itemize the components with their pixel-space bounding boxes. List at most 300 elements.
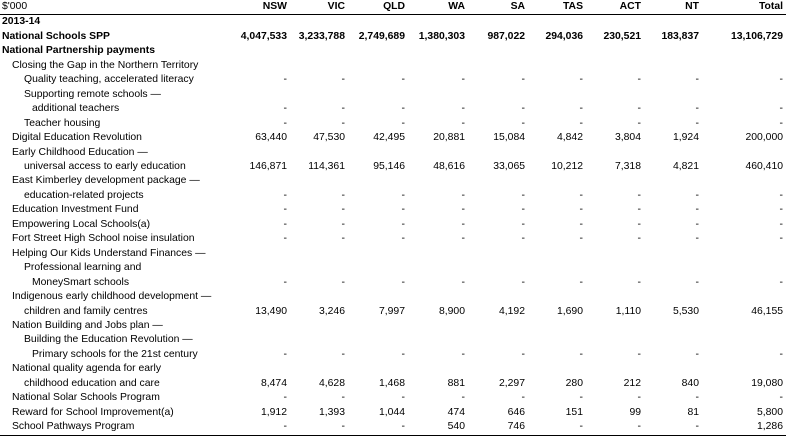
cell-vic: - [341, 348, 345, 360]
cell-nsw: - [283, 218, 287, 230]
cell-nsw: - [283, 233, 287, 245]
row-label: Professional learning and [24, 262, 142, 274]
cell-vic [290, 88, 348, 102]
cell-sa: 15,084 [493, 132, 525, 144]
cell-sa [468, 88, 528, 102]
table-row [0, 73, 786, 87]
cell-qld: - [348, 420, 408, 435]
header-row [0, 0, 786, 15]
cell-vic [290, 319, 348, 333]
cell-sa [468, 59, 528, 73]
cell-wa [408, 247, 468, 261]
column-header-total: Total [702, 0, 786, 15]
cell-qld: 1,468 [378, 377, 405, 389]
table-row [0, 261, 786, 275]
cell-total: - [779, 117, 783, 129]
cell-vic: - [341, 103, 345, 115]
table-row [0, 348, 786, 362]
cell-tas: - [579, 392, 583, 404]
cell-nt [644, 59, 702, 73]
cell-qld: 7,997 [378, 305, 405, 317]
row-label: National Schools SPP [2, 30, 110, 42]
row-label: National Solar Schools Program [12, 392, 160, 404]
cell-nsw: - [283, 392, 287, 404]
cell-nsw: 146,871 [249, 160, 287, 172]
cell-act: - [637, 189, 641, 201]
table-row [0, 189, 786, 203]
cell-act: - [637, 233, 641, 245]
cell-vic [290, 174, 348, 188]
cell-qld [348, 319, 408, 333]
table-row [0, 247, 786, 261]
table-row [0, 146, 786, 160]
cell-nsw [234, 362, 290, 376]
cell-nsw [234, 88, 290, 102]
row-label: education-related projects [24, 189, 144, 201]
cell-qld [348, 59, 408, 73]
cell-qld: - [401, 103, 405, 115]
cell-total: - [779, 392, 783, 404]
cell-nsw: - [283, 117, 287, 129]
cell-wa: - [461, 74, 465, 86]
cell-vic: 4,628 [318, 377, 345, 389]
cell-act [586, 44, 644, 58]
cell-act: - [637, 204, 641, 216]
cell-act: - [637, 348, 641, 360]
row-label: School Pathways Program [0, 420, 234, 435]
cell-nsw: - [283, 204, 287, 216]
cell-sa [468, 44, 528, 58]
cell-vic [290, 290, 348, 304]
cell-nsw [234, 261, 290, 275]
cell-nt: - [695, 348, 699, 360]
cell-qld: - [401, 233, 405, 245]
cell-sa: 746 [468, 420, 528, 435]
cell-wa: - [461, 103, 465, 115]
table-row [0, 174, 786, 188]
cell-vic [290, 247, 348, 261]
cell-nt: - [695, 233, 699, 245]
cell-nsw [234, 247, 290, 261]
cell-qld: - [401, 276, 405, 288]
cell-total [702, 44, 786, 58]
column-header-qld: QLD [348, 0, 408, 15]
cell-sa: - [521, 189, 525, 201]
cell-vic: 1,393 [318, 406, 345, 418]
cell-wa [408, 146, 468, 160]
cell-qld: - [401, 348, 405, 360]
cell-tas: - [579, 74, 583, 86]
cell-tas: - [579, 218, 583, 230]
cell-tas: - [579, 117, 583, 129]
cell-sa: - [521, 233, 525, 245]
cell-nt [644, 15, 702, 30]
table-row [0, 333, 786, 347]
cell-sa [468, 247, 528, 261]
cell-wa [408, 319, 468, 333]
cell-sa: - [521, 204, 525, 216]
cell-sa: - [521, 392, 525, 404]
cell-tas: 151 [565, 406, 583, 418]
table-row [0, 203, 786, 217]
row-label: Building the Education Revolution — [24, 334, 193, 346]
cell-wa: 20,881 [433, 132, 465, 144]
cell-qld: 42,495 [373, 132, 405, 144]
cell-act [586, 146, 644, 160]
row-label: universal access to early education [24, 160, 186, 172]
cell-act [586, 15, 644, 30]
cell-total: - [779, 348, 783, 360]
cell-nsw: 63,440 [255, 132, 287, 144]
row-label: Quality teaching, accelerated literacy [24, 74, 194, 86]
cell-tas: - [579, 276, 583, 288]
cell-act: - [637, 392, 641, 404]
cell-tas: - [579, 189, 583, 201]
cell-nsw [234, 319, 290, 333]
cell-total: 460,410 [745, 160, 783, 172]
cell-tas [528, 44, 586, 58]
cell-wa: 474 [447, 406, 465, 418]
cell-act: - [637, 218, 641, 230]
cell-nt [644, 44, 702, 58]
cell-nsw: 1,912 [260, 406, 287, 418]
cell-vic [290, 362, 348, 376]
cell-act [586, 362, 644, 376]
cell-nt: - [695, 392, 699, 404]
cell-sa: - [521, 103, 525, 115]
cell-vic: 114,361 [308, 160, 345, 172]
table-row [0, 377, 786, 391]
cell-tas: - [528, 420, 586, 435]
cell-total: - [779, 233, 783, 245]
cell-qld [348, 174, 408, 188]
cell-act [586, 88, 644, 102]
cell-wa [408, 88, 468, 102]
cell-sa [468, 362, 528, 376]
cell-tas: - [579, 103, 583, 115]
row-label: Empowering Local Schools(a) [12, 218, 151, 230]
cell-nt [644, 319, 702, 333]
cell-total: - [779, 189, 783, 201]
cell-nsw [234, 59, 290, 73]
cell-act: - [637, 103, 641, 115]
cell-tas: 10,212 [551, 160, 583, 172]
cell-nt [644, 247, 702, 261]
cell-sa: - [521, 218, 525, 230]
cell-vic: 3,246 [318, 305, 345, 317]
cell-nt [644, 333, 702, 347]
table-row [0, 232, 786, 246]
table-body [0, 15, 786, 435]
cell-act: - [637, 276, 641, 288]
cell-qld [348, 15, 408, 30]
cell-sa [468, 15, 528, 30]
cell-vic: - [341, 392, 345, 404]
cell-tas: 1,690 [556, 305, 583, 317]
cell-total [702, 174, 786, 188]
row-label: Helping Our Kids Understand Finances — [12, 247, 206, 259]
cell-sa: - [521, 74, 525, 86]
cell-act: 7,318 [614, 160, 641, 172]
cell-wa: - [461, 189, 465, 201]
cell-wa: 48,616 [433, 160, 465, 172]
cell-vic [290, 59, 348, 73]
cell-tas [528, 319, 586, 333]
cell-nt: 840 [681, 377, 699, 389]
cell-nsw: - [283, 74, 287, 86]
cell-nt: - [644, 420, 702, 435]
column-header-tas: TAS [528, 0, 586, 15]
cell-qld: - [401, 204, 405, 216]
cell-nt: 1,924 [672, 132, 699, 144]
cell-qld [348, 146, 408, 160]
cell-qld: 95,146 [373, 160, 405, 172]
cell-nt: 183,837 [661, 30, 699, 42]
column-header-sa: SA [468, 0, 528, 15]
cell-total: 19,080 [751, 377, 783, 389]
cell-total: - [779, 204, 783, 216]
cell-tas [528, 362, 586, 376]
cell-vic [290, 15, 348, 30]
cell-vic: - [341, 189, 345, 201]
cell-nsw [234, 290, 290, 304]
cell-sa [468, 290, 528, 304]
cell-wa [408, 174, 468, 188]
cell-act [586, 290, 644, 304]
cell-total [702, 146, 786, 160]
column-header-act: ACT [586, 0, 644, 15]
cell-sa [468, 333, 528, 347]
cell-total [702, 59, 786, 73]
cell-sa: 33,065 [493, 160, 525, 172]
cell-wa: - [461, 204, 465, 216]
cell-nsw [234, 174, 290, 188]
column-header-vic: VIC [290, 0, 348, 15]
cell-tas [528, 290, 586, 304]
cell-act: - [637, 117, 641, 129]
row-label: MoneySmart schools [32, 276, 130, 288]
cell-act: 3,804 [614, 132, 641, 144]
cell-vic: - [341, 117, 345, 129]
cell-act: - [637, 74, 641, 86]
table-row [0, 218, 786, 232]
cell-qld [348, 88, 408, 102]
cell-sa [468, 146, 528, 160]
cell-nt: 4,821 [672, 160, 699, 172]
cell-vic: - [341, 233, 345, 245]
cell-qld: - [401, 189, 405, 201]
cell-sa [468, 174, 528, 188]
row-label: Closing the Gap in the Northern Territory [12, 59, 199, 71]
cell-wa: 540 [408, 420, 468, 435]
cell-qld [348, 44, 408, 58]
cell-qld: - [401, 117, 405, 129]
cell-qld [348, 261, 408, 275]
cell-total: - [779, 74, 783, 86]
table-row [0, 420, 786, 435]
table-row [0, 391, 786, 405]
cell-nsw [234, 333, 290, 347]
table-row [0, 15, 786, 30]
cell-total: 200,000 [745, 132, 783, 144]
cell-nsw: 4,047,533 [240, 30, 287, 42]
cell-nt: - [695, 218, 699, 230]
row-label: East Kimberley development package — [12, 175, 200, 187]
table-row [0, 290, 786, 304]
cell-total [702, 290, 786, 304]
table-row [0, 117, 786, 131]
cell-act: 99 [629, 406, 641, 418]
cell-nsw: - [234, 420, 290, 435]
cell-sa: 2,297 [498, 377, 525, 389]
table-row [0, 30, 786, 44]
row-label: 2013-14 [2, 16, 41, 28]
cell-act: 212 [623, 377, 641, 389]
cell-total: 1,286 [702, 420, 786, 435]
table-row [0, 88, 786, 102]
cell-nt: 5,530 [672, 305, 699, 317]
cell-nt [644, 88, 702, 102]
cell-wa [408, 333, 468, 347]
cell-act [586, 319, 644, 333]
cell-total [702, 319, 786, 333]
cell-sa: - [521, 348, 525, 360]
row-label: National quality agenda for early [12, 363, 162, 375]
cell-nt [644, 261, 702, 275]
cell-qld [348, 362, 408, 376]
table-row [0, 362, 786, 376]
cell-nt: 81 [687, 406, 699, 418]
table-row [0, 44, 786, 58]
cell-total [702, 247, 786, 261]
cell-total: 5,800 [756, 406, 783, 418]
cell-tas [528, 146, 586, 160]
cell-nt [644, 174, 702, 188]
cell-act [586, 333, 644, 347]
cell-wa: - [461, 348, 465, 360]
cell-sa: 4,192 [498, 305, 525, 317]
cell-vic: 3,233,788 [298, 30, 345, 42]
cell-wa [408, 290, 468, 304]
row-label: Early Childhood Education — [12, 146, 148, 158]
cell-qld: 2,749,689 [358, 30, 405, 42]
cell-wa [408, 362, 468, 376]
cell-qld [348, 333, 408, 347]
cell-nsw [234, 146, 290, 160]
cell-vic [290, 146, 348, 160]
cell-nt: - [695, 189, 699, 201]
cell-act [586, 59, 644, 73]
cell-vic: 47,530 [313, 132, 345, 144]
cell-vic [290, 333, 348, 347]
cell-nt [644, 362, 702, 376]
cell-total: - [779, 103, 783, 115]
column-header-nt: NT [644, 0, 702, 15]
table-row [0, 305, 786, 319]
cell-nt [644, 146, 702, 160]
cell-act: 1,110 [615, 305, 641, 317]
cell-sa: - [521, 117, 525, 129]
cell-wa: - [461, 392, 465, 404]
cell-tas [528, 261, 586, 275]
row-label: Primary schools for the 21st century [32, 348, 198, 360]
cell-wa [408, 261, 468, 275]
cell-act [586, 261, 644, 275]
cell-vic: - [341, 204, 345, 216]
row-label: additional teachers [32, 103, 120, 115]
cell-total [702, 88, 786, 102]
cell-total: 13,106,729 [730, 30, 783, 42]
cell-nt: - [695, 103, 699, 115]
row-label: Teacher housing [24, 117, 101, 129]
cell-qld: - [401, 218, 405, 230]
table-row [0, 131, 786, 145]
cell-tas: - [579, 233, 583, 245]
units-label: $'000 [0, 0, 234, 15]
cell-qld: - [401, 74, 405, 86]
cell-nsw: - [283, 189, 287, 201]
row-label: Indigenous early childhood development — [12, 291, 212, 303]
cell-tas [528, 59, 586, 73]
row-label: National Partnership payments [2, 45, 156, 57]
cell-wa [408, 44, 468, 58]
row-label: Fort Street High School noise insulation [12, 233, 195, 245]
cell-vic: - [341, 276, 345, 288]
cell-nsw: 8,474 [260, 377, 287, 389]
cell-wa: 1,380,303 [418, 30, 465, 42]
cell-wa: - [461, 276, 465, 288]
table-row [0, 102, 786, 116]
cell-total [702, 333, 786, 347]
column-header-wa: WA [408, 0, 468, 15]
cell-act: - [586, 420, 644, 435]
column-header-nsw: NSW [234, 0, 290, 15]
cell-sa: - [521, 276, 525, 288]
row-label: childhood education and care [24, 377, 160, 389]
cell-total [702, 15, 786, 30]
cell-total: - [779, 218, 783, 230]
cell-nsw [234, 15, 290, 30]
cell-tas: - [579, 204, 583, 216]
cell-act: 230,521 [603, 30, 641, 42]
row-label: Digital Education Revolution [12, 132, 142, 144]
cell-nt: - [695, 276, 699, 288]
cell-nsw: - [283, 348, 287, 360]
cell-tas [528, 333, 586, 347]
cell-sa [468, 261, 528, 275]
cell-wa [408, 15, 468, 30]
cell-tas [528, 88, 586, 102]
row-label: Supporting remote schools — [24, 88, 161, 100]
cell-tas: - [579, 348, 583, 360]
cell-wa: - [461, 233, 465, 245]
cell-nt: - [695, 117, 699, 129]
cell-nt: - [695, 74, 699, 86]
table-row [0, 59, 786, 73]
cell-vic: - [341, 218, 345, 230]
cell-tas [528, 174, 586, 188]
cell-sa [468, 319, 528, 333]
table-row [0, 160, 786, 174]
cell-vic: - [341, 74, 345, 86]
cell-total: 46,155 [751, 305, 783, 317]
cell-tas: 294,036 [545, 30, 583, 42]
cell-qld: - [401, 392, 405, 404]
row-label: children and family centres [24, 305, 148, 317]
cell-wa: 8,900 [438, 305, 465, 317]
cell-total: - [779, 276, 783, 288]
table-row [0, 406, 786, 420]
